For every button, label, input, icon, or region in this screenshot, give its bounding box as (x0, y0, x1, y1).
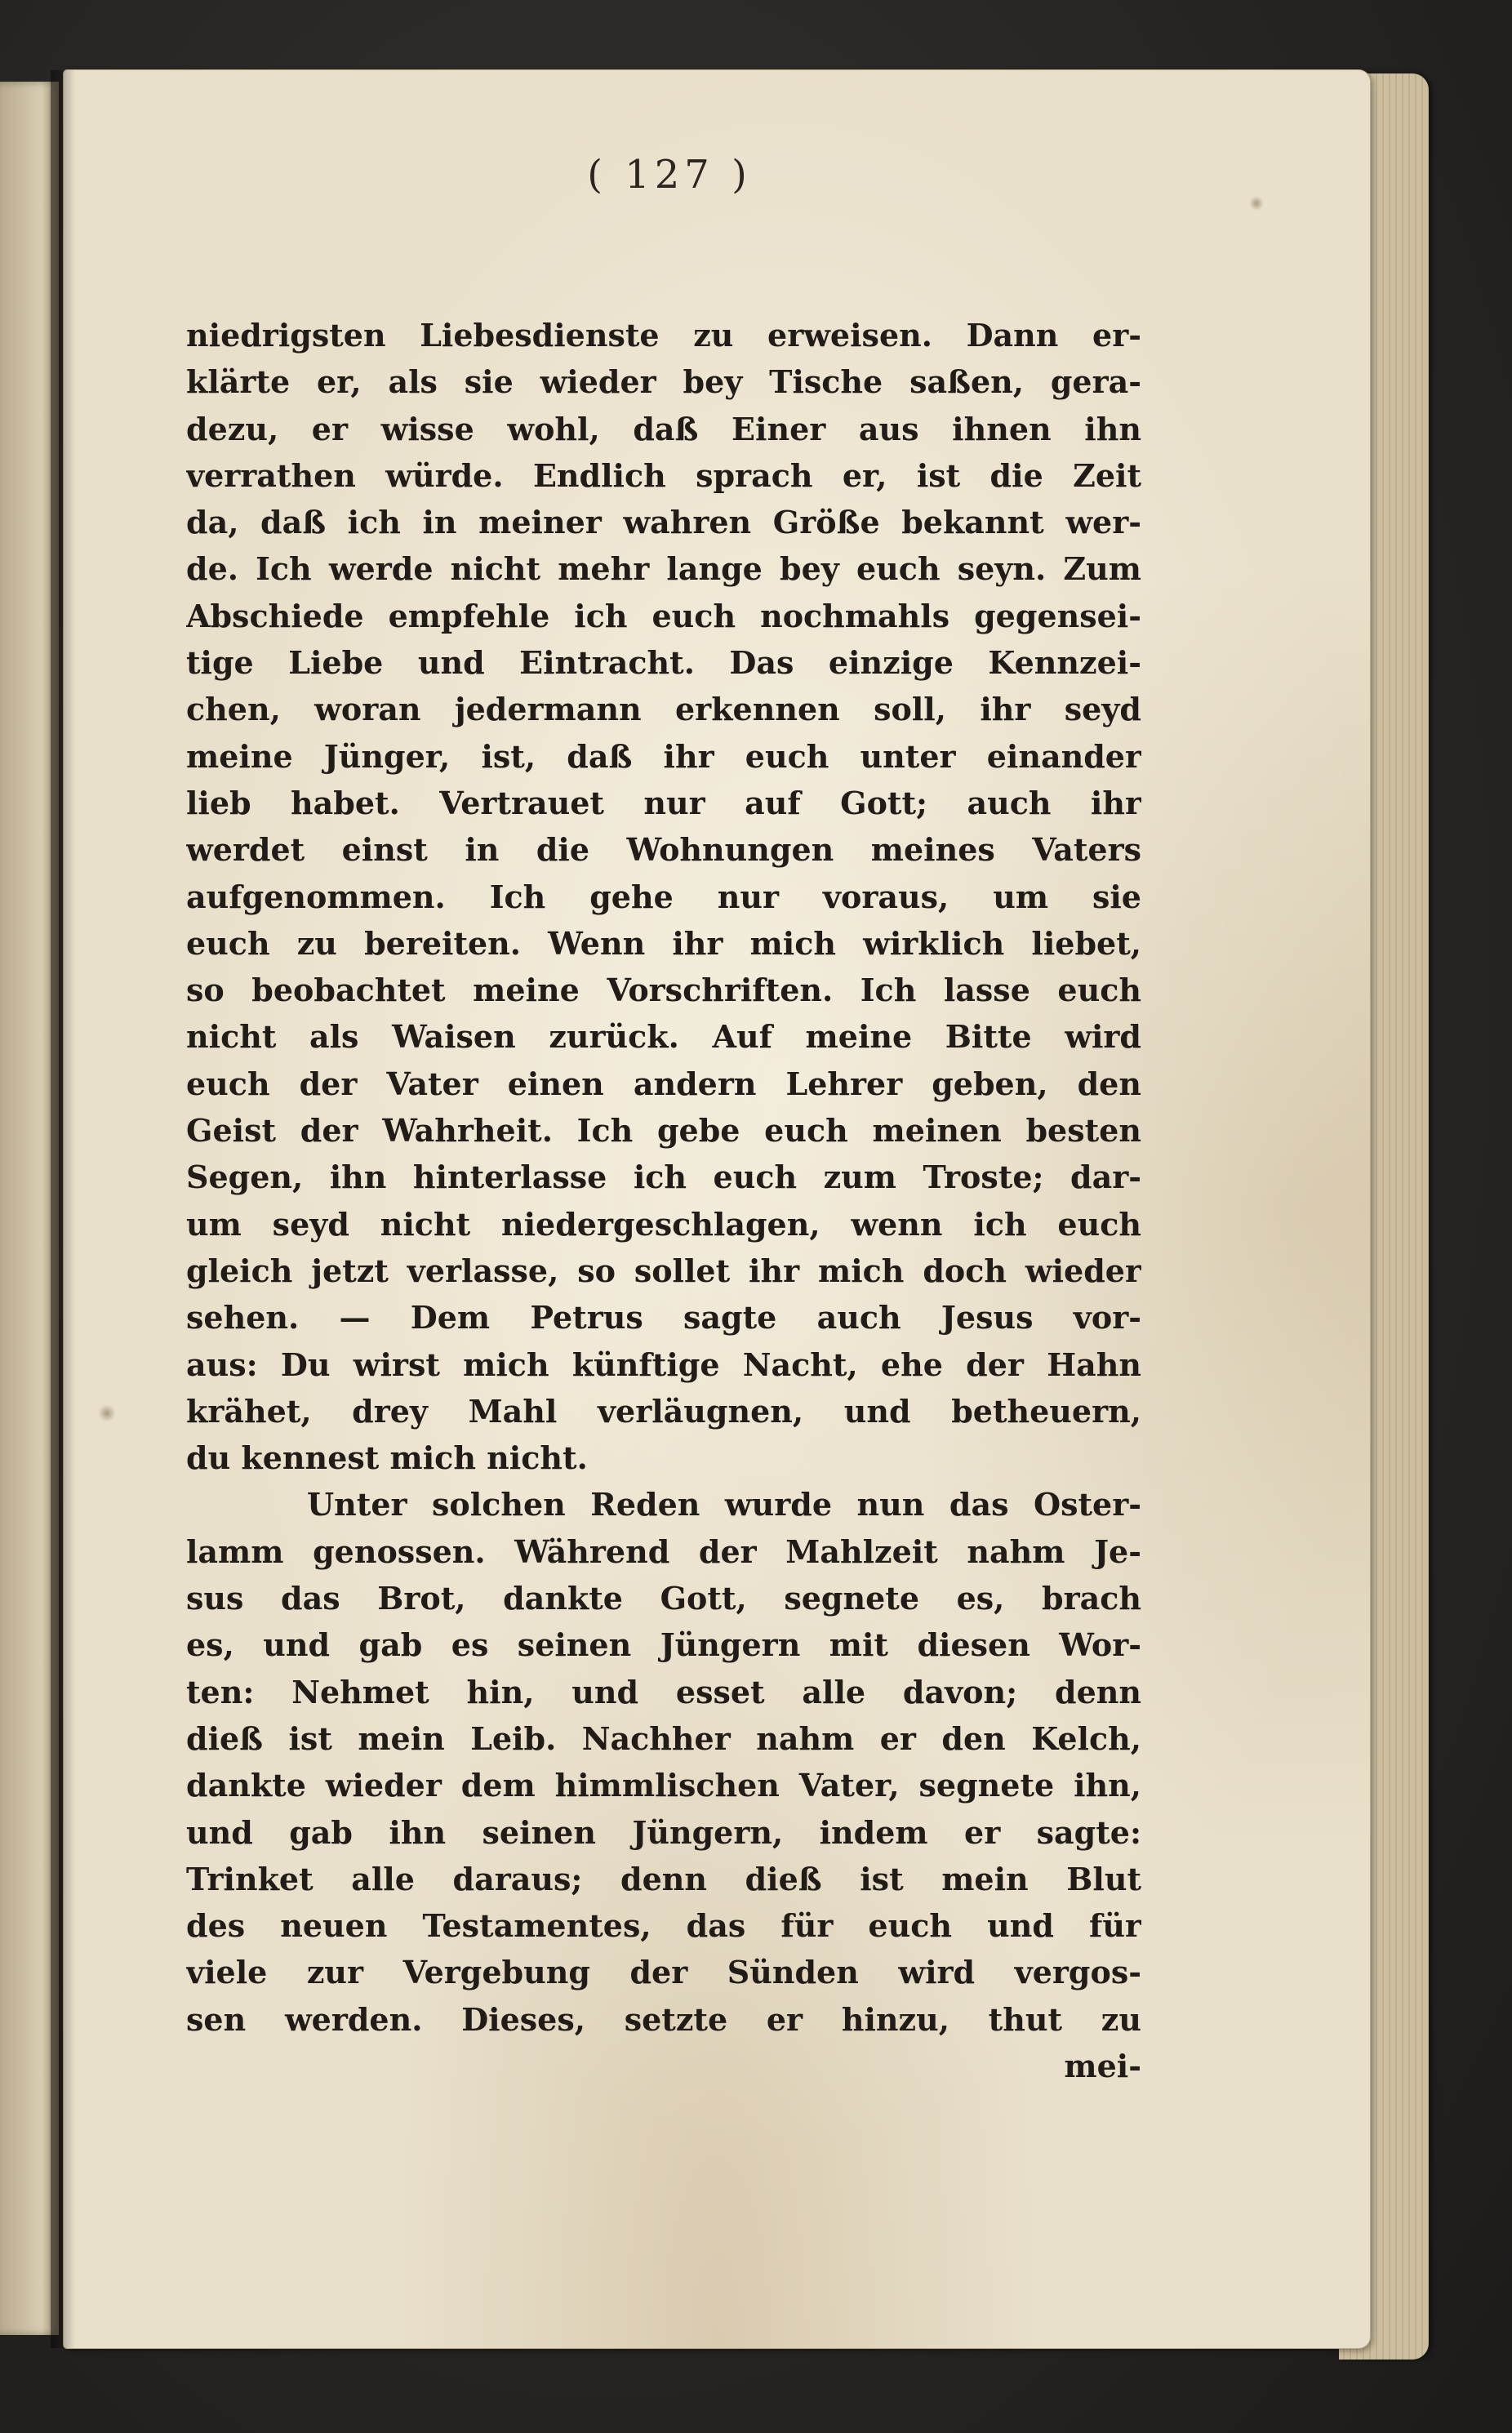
text-line: Geist der Wahrheit. Ich gebe euch meinen besten (186, 1112, 1141, 1150)
text-line: euch der Vater einen andern Lehrer geben, den (186, 1065, 1141, 1102)
text-line: Abschiede empfehle ich euch nochmahls gegensei- (186, 597, 1141, 634)
text-line: de. Ich werde nicht mehr lange bey euch seyn. Zum (186, 550, 1141, 588)
text-line: da, daß ich in meiner wahren Größe bekannt wer- (186, 504, 1141, 541)
text-line: du kennest mich nicht. (186, 1439, 588, 1477)
text-line: des neuen Testamentes, das für euch und für (186, 1907, 1141, 1945)
text-line: dankte wieder dem himmlischen Vater, segnete ihn, (186, 1767, 1141, 1804)
text-line: werdet einst in die Wohnungen meines Vaters (186, 831, 1141, 869)
text-line: meine Jünger, ist, daß ihr euch unter einander (186, 737, 1141, 775)
page-spot (1249, 196, 1264, 211)
text-line: Trinket alle daraus; denn dieß ist mein Blut (186, 1860, 1141, 1897)
text-line: verrathen würde. Endlich sprach er, ist die Zeit (186, 456, 1141, 494)
text-line: nicht als Waisen zurück. Auf meine Bitte wird (186, 1018, 1141, 1056)
text-line: sen werden. Dieses, setzte er hinzu, thut zu (186, 2000, 1141, 2038)
text-line: euch zu bereiten. Wenn ihr mich wirklich liebet, (186, 924, 1141, 962)
text-line: und gab ihn seinen Jüngern, indem er sagte: (186, 1813, 1141, 1851)
text-line: klärte er, als sie wieder bey Tische saßen, gera- (186, 363, 1141, 401)
text-line: lamm genossen. Während der Mahlzeit nahm Je- (186, 1532, 1141, 1570)
spine-shadow (51, 70, 75, 2348)
text-line: es, und gab es seinen Jüngern mit diesen Wor- (186, 1626, 1141, 1664)
text-line: chen, woran jedermann erkennen soll, ihr seyd (186, 691, 1141, 728)
text-line: tige Liebe und Eintracht. Das einzige Kennzei- (186, 644, 1141, 682)
text-line: lieb habet. Vertrauet nur auf Gott; auch ihr (186, 784, 1141, 821)
text-line: Unter solchen Reden wurde nun das Oster- (307, 1486, 1141, 1523)
text-line: mei- (1064, 2047, 1141, 2084)
text-line: niedrigsten Liebesdienste zu erweisen. Dann er- (186, 317, 1141, 354)
text-line: ten: Nehmet hin, und esset alle davon; denn (186, 1673, 1141, 1710)
text-line: um seyd nicht niedergeschlagen, wenn ich euch (186, 1205, 1141, 1243)
page-number: ( 127 ) (587, 152, 752, 198)
text-line: so beobachtet meine Vorschriften. Ich lasse euch (186, 972, 1141, 1009)
text-line: aus: Du wirst mich künftige Nacht, ehe der Hahn (186, 1345, 1141, 1383)
text-line: sus das Brot, dankte Gott, segnete es, brach (186, 1580, 1141, 1617)
text-line: gleich jetzt verlasse, so sollet ihr mich doch wieder (186, 1252, 1141, 1289)
body-text (186, 312, 1141, 2089)
text-line: dieß ist mein Leib. Nachher nahm er den Kelch, (186, 1719, 1141, 1757)
text-line: dezu, er wisse wohl, daß Einer aus ihnen ihn (186, 410, 1141, 447)
text-line: krähet, drey Mahl verläugnen, und betheuern, (186, 1392, 1141, 1430)
text-line: aufgenommen. Ich gehe nur voraus, um sie (186, 878, 1141, 915)
text-line: sehen. — Dem Petrus sagte auch Jesus vor- (186, 1299, 1141, 1337)
page-spot (98, 1404, 116, 1422)
text-line: viele zur Vergebung der Sünden wird vergos- (186, 1954, 1141, 1991)
text-line: Segen, ihn hinterlasse ich euch zum Troste; dar- (186, 1159, 1141, 1196)
